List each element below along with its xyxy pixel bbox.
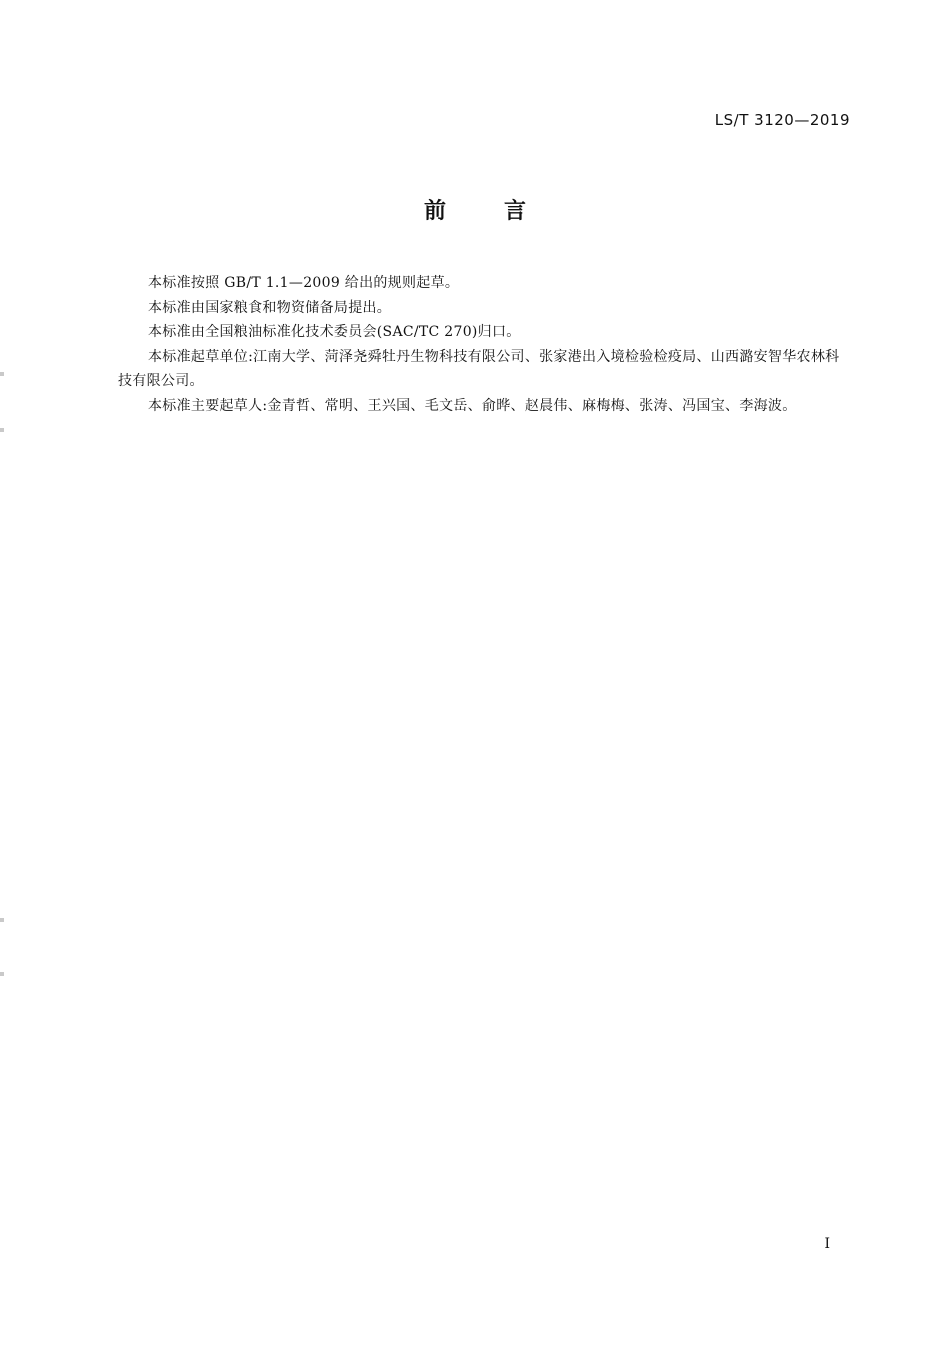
page-title: 前言 [423,199,584,224]
paragraph-drafters: 本标准主要起草人:金青哲、常明、王兴国、毛文岳、俞晔、赵晨伟、麻梅梅、张涛、冯国宝、李海波。 [148,397,797,414]
paragraph-proposer: 本标准由国家粮食和物资储备局提出。 [148,299,392,316]
scan-artifact [0,918,4,922]
paragraph-drafting-rules: 本标准按照 GB/T 1.1—2009 给出的规则起草。 [148,275,460,291]
page-number: I [824,1236,830,1252]
paragraph-committee: 本标准由全国粮油标准化技术委员会(SAC/TC 270)归口。 [148,324,521,340]
paragraph-drafting-units: 本标准起草单位:江南大学、菏泽尧舜牡丹生物科技有限公司、张家港出入境检验检疫局、山西潞安智华农林科技有限公司。 [118,348,840,389]
scan-artifact [0,372,4,376]
standard-code: LS/T 3120—2019 [714,111,850,129]
scan-artifact [0,428,4,432]
foreword-body [118,271,852,418]
scan-artifact [0,972,4,976]
